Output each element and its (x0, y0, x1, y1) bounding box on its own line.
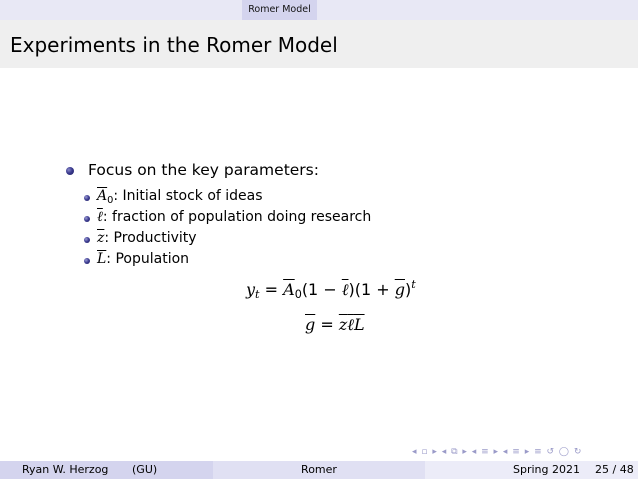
param-desc: : Initial stock of ideas (113, 188, 263, 204)
param-symbol: ℓ (97, 209, 103, 225)
equation-growth (305, 315, 365, 335)
footer-left (0, 461, 213, 479)
top-navigation-bar (0, 0, 638, 20)
frame-title: Experiments in the Romer Model (10, 33, 338, 57)
navigation-controls[interactable]: ◂ ▫ ▸ ◂ ⧉ ▸ ◂ ≡ ▸ ◂ ≡ ▸ ≡ ↺ ◯ ↻ (412, 447, 583, 457)
eq-subscript: t (255, 288, 260, 301)
eq-symbol: y (246, 280, 256, 299)
param-desc: : fraction of population doing research (102, 209, 372, 225)
eq-operator: ) (404, 280, 412, 299)
eq-symbol: ℓ (341, 280, 349, 299)
param-item-A0 (97, 188, 263, 206)
eq-relation: = (315, 315, 339, 334)
footer-date: Spring 2021 (513, 463, 580, 476)
eq-operator: )(1 + (348, 280, 395, 299)
footer-right (425, 461, 638, 479)
eq-symbol: $\overline{L}$ (353, 315, 365, 334)
footer-short-title: Romer (301, 463, 337, 476)
sub-bullet-icon (84, 216, 90, 222)
footer-author: Ryan W. Herzog (22, 463, 109, 476)
footer-institution: (GU) (132, 463, 158, 476)
equation-output (246, 278, 416, 301)
eq-symbol: ℓ (347, 315, 354, 334)
param-item-ell (97, 209, 371, 226)
param-item-z (97, 230, 197, 246)
eq-subscript: 0 (294, 288, 302, 301)
section-tab[interactable]: Romer Model (242, 0, 317, 20)
param-symbol: $\overline{A}$ (97, 188, 108, 204)
param-symbol: $\overline{L}$ (97, 251, 107, 267)
param-desc: : Productivity (104, 230, 197, 246)
eq-exponent: t (411, 278, 416, 291)
footer-page-number: 25 / 48 (595, 463, 634, 476)
param-desc: : Population (106, 251, 190, 267)
param-symbol: $\overline{z}$ (97, 230, 105, 246)
eq-relation: = (259, 280, 284, 299)
footer-center (213, 461, 425, 479)
sub-bullet-icon (84, 258, 90, 264)
frame-title-band (0, 20, 638, 68)
param-item-L (97, 251, 189, 267)
eq-operator: (1 − (301, 280, 342, 299)
footer (0, 461, 638, 479)
sub-bullet-icon (84, 237, 90, 243)
bullet-icon (66, 167, 74, 175)
eq-symbol: $\overline{g}$ (305, 315, 316, 334)
sub-bullet-icon (84, 195, 90, 201)
intro-text: Focus on the key parameters: (88, 161, 319, 179)
eq-symbol: $\overline{A}$ (283, 280, 295, 299)
eq-symbol: $\overline{z}$ (338, 315, 348, 334)
param-subscript: 0 (107, 195, 114, 206)
eq-symbol: $\overline{g}$ (394, 280, 405, 299)
